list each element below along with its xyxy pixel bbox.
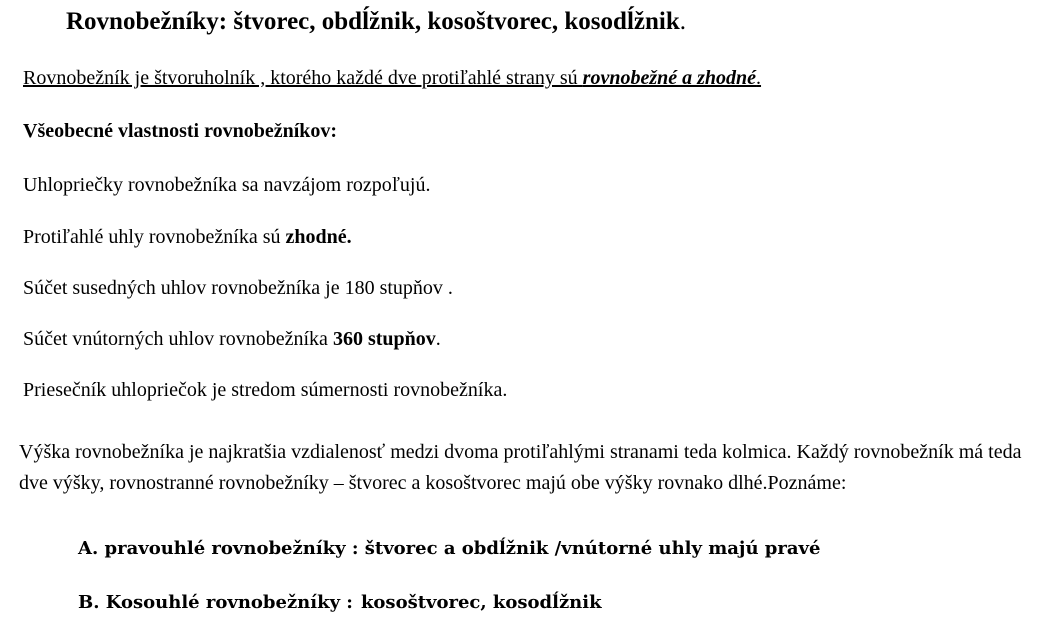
- property-opposite-angles-bold: zhodné.: [285, 226, 352, 248]
- page-title: [66, 8, 686, 36]
- title-period: .: [679, 8, 686, 35]
- list-item-b-rest: kosoštvorec, kosodĺžnik: [360, 592, 602, 613]
- list-item-a: A. pravouhlé rovnobežníky : štvorec a obdĺžnik /vnútorné uhly majú pravé: [78, 538, 821, 559]
- property-diagonals-bisect: Uhlopriečky rovnobežníka sa navzájom rozpoľujú.: [23, 174, 431, 196]
- property-interior-angles-text: Súčet vnútorných uhlov rovnobežníka: [23, 328, 333, 350]
- properties-heading: Všeobecné vlastnosti rovnobežníkov:: [23, 120, 338, 142]
- property-opposite-angles-text: Protiľahlé uhly rovnobežníka sú: [23, 226, 286, 248]
- list-item-b-lead: B. Kosouhlé rovnobežníky :: [78, 592, 353, 613]
- property-interior-angles-end: .: [435, 328, 441, 350]
- definition-emphasis: rovnobežné a zhodné: [582, 67, 757, 89]
- title-text: Rovnobežníky: štvorec, obdĺžnik, kosoštvorec, kosodĺžnik: [66, 8, 680, 35]
- property-interior-angles-sum: [23, 328, 441, 351]
- definition-end: .: [756, 67, 762, 89]
- property-interior-angles-bold: 360 stupňov: [332, 328, 436, 350]
- property-opposite-angles: [23, 226, 352, 249]
- property-center-of-symmetry: Priesečník uhlopriečok je stredom súmernosti rovnobežníka.: [23, 379, 508, 401]
- height-paragraph: Výška rovnobežníka je najkratšia vzdialenosť medzi dvoma protiľahlými stranami teda kolmica. Každý rovnobežník má teda dve výšky, rovnostranné rovnobežníky – štvorec a kosoštvorec majú obe výšky rovnako dlhé.Poznáme:: [19, 441, 1022, 494]
- property-adjacent-angles-sum: Súčet susedných uhlov rovnobežníka je 180 stupňov .: [23, 277, 453, 299]
- definition-lead: Rovnobežník je štvoruholník , ktorého každé dve protiľahlé strany sú: [23, 67, 583, 89]
- list-item-b: [78, 592, 602, 613]
- definition-sentence: [23, 67, 761, 90]
